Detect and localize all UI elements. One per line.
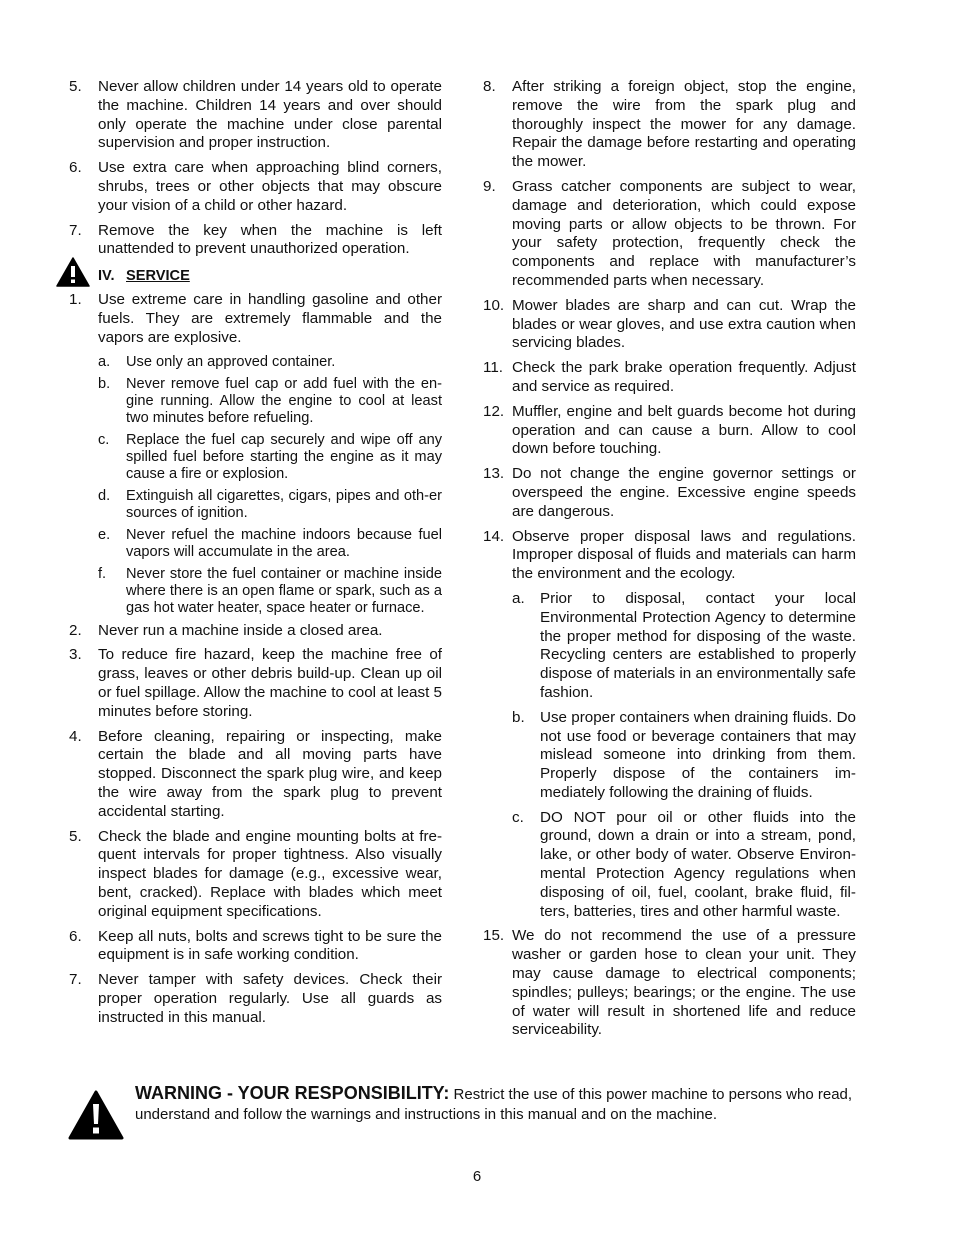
list-item	[69, 971, 442, 1027]
list-item	[69, 728, 442, 822]
item-text: We do not recommend the use of a pressure washer or garden hose to clean your unit. They may cause damage to electrical components; spindles; pulleys; bearings; or the engine. The use of water will result in shortened life and reduce serviceability.	[512, 927, 856, 1039]
left-column	[69, 78, 442, 1034]
list-item	[69, 928, 442, 966]
sub-list-item	[98, 354, 442, 371]
item-number: 13.	[483, 465, 505, 483]
sub-list-item	[98, 566, 442, 617]
sub-item-letter: c.	[512, 808, 524, 826]
item-number: 8.	[483, 78, 496, 95]
sub-list-item	[98, 376, 442, 427]
sub-item-letter: d.	[98, 487, 111, 504]
item-text: Muffler, engine and belt guards become hot during operation and can cause a burn. Allow to cool down before touching.	[512, 402, 856, 458]
item-number: 15.	[483, 927, 505, 945]
sub-item-text: Replace the fuel cap securely and wipe off any spilled fuel before starting the engine as it may cause a fire or explosion.	[126, 431, 442, 482]
sub-item-letter: a.	[98, 353, 111, 370]
list-item	[483, 359, 856, 397]
list-item	[483, 78, 856, 172]
warning-text	[135, 1084, 856, 1124]
list-item	[69, 622, 442, 641]
sub-item-text: Prior to disposal, contact your local Environmental Protection Agency to determine the proper method for disposing of the waste. Recycling centers are established to properly dispose of materials in an environmentally safe fashion.	[540, 589, 856, 701]
list-item	[483, 403, 856, 459]
caution-triangle-icon	[56, 257, 90, 287]
sub-list-item	[512, 709, 856, 803]
list-item	[69, 828, 442, 922]
item-text: Check the blade and engine mounting bolts at fre-quent intervals for proper tightness. Also visually inspect blades for damage (e.g., excessive wear, bent, cracked). Replace with blades which meet original equipment specifications.	[98, 827, 442, 920]
warning-triangle-icon	[68, 1090, 124, 1140]
item-number: 4.	[69, 727, 82, 745]
item-number: 7.	[69, 971, 82, 989]
sub-item-text: Never remove fuel cap or add fuel with the en-gine running. Allow the engine to cool at least two minutes before refueling.	[126, 375, 442, 426]
sub-item-text: Use proper containers when draining fluids. Do not use food or beverage containers that may mislead someone into drinking from them. Properly dispose of the containers im-mediately following the draining of fluids.	[540, 708, 856, 801]
item-text: To reduce fire hazard, keep the machine free of grass, leaves or other debris build-up. Clean up oil or fuel spillage. Allow the machine to cool at least 5 minutes before storing.	[98, 646, 442, 720]
list-item	[69, 159, 442, 215]
item-text: Remove the key when the machine is left unattended to prevent unauthorized operation.	[98, 221, 442, 258]
item-number: 1.	[69, 291, 82, 309]
list-item	[483, 528, 856, 584]
item-number: 10.	[483, 296, 505, 314]
sub-item-letter: a.	[512, 589, 525, 607]
sub-item-text: Never store the fuel container or machine inside where there is an open flame or spark, such as a gas hot water heater, space heater or furnace.	[126, 565, 442, 616]
list-item	[483, 297, 856, 353]
sub-list-item	[98, 488, 442, 522]
section-number: IV.	[98, 268, 115, 285]
item-text: Use extreme care in handling gasoline and other fuels. They are extremely flammable and the vapors are explosive.	[98, 291, 442, 346]
warning-heading: WARNING - YOUR RESPONSIBILITY:	[135, 1083, 450, 1103]
list-item	[69, 646, 442, 721]
item-number: 7.	[69, 221, 82, 239]
sub-item-letter: e.	[98, 526, 111, 543]
item-number: 9.	[483, 177, 496, 195]
item-text: Check the park brake operation frequently. Adjust and service as required.	[512, 359, 856, 395]
item-text: Use extra care when approaching blind corners, shrubs, trees or other objects that may obscure your vision of a child or other hazard.	[98, 159, 442, 214]
sub-item-text: Extinguish all cigarettes, cigars, pipes and oth-er sources of ignition.	[126, 487, 442, 521]
sub-item-text: DO NOT pour oil or other fluids into the ground, down a drain or into a stream, pond, lake, or other body of water. Observe Environ-mental Protection Agency regulations when disposing of oil, fuel, coolant, brake fluid, fil-ters, batteries, tires and other harmful waste.	[540, 808, 856, 920]
item-number: 2.	[69, 621, 82, 639]
item-number: 12.	[483, 402, 505, 420]
item-number: 5.	[69, 78, 82, 95]
item-number: 6.	[69, 159, 82, 177]
item-number: 6.	[69, 927, 82, 945]
sub-item-text: Use only an approved container.	[126, 353, 336, 370]
item-text: Grass catcher components are subject to wear, damage and deterioration, which could expose moving parts or allow objects to be thrown. For your safety protection, frequently check the components and replace with manufacturer’s recommended parts when necessary.	[512, 177, 856, 289]
sub-list-item	[98, 527, 442, 561]
sub-item-letter: c.	[98, 431, 110, 448]
item-text: After striking a foreign object, stop the engine, remove the wire from the spark plug and thoroughly inspect the mower for any damage. Repair the damage before restarting and operating the mower.	[512, 78, 856, 171]
section-title: SERVICE	[126, 268, 190, 285]
sub-item-letter: b.	[512, 708, 525, 726]
sub-item-letter: f.	[98, 565, 107, 582]
list-item	[483, 927, 856, 1040]
right-column	[483, 78, 856, 1046]
sub-list-item	[98, 432, 442, 483]
list-item	[69, 291, 442, 347]
sub-item-text: Never refuel the machine indoors because fuel vapors will accumulate in the area.	[126, 526, 442, 560]
item-text: Observe proper disposal laws and regulations. Improper disposal of fluids and materials can harm the environment and the ecology.	[512, 527, 856, 583]
item-text: Before cleaning, repairing or inspecting, make certain the blade and all moving parts have stopped. Disconnect the spark plug wire, and keep the wire away from the spark plug to prevent accidental starting.	[98, 727, 442, 820]
sub-list-item	[512, 590, 856, 703]
item-text: Never allow children under 14 years old to operate the machine. Children 14 years and over should only operate the machine under close parental supervision and proper instruction.	[98, 78, 442, 152]
item-number: 11.	[483, 359, 503, 377]
list-item	[483, 465, 856, 521]
item-text: Mower blades are sharp and can cut. Wrap the blades or wear gloves, and use extra caution when servicing blades.	[512, 296, 856, 352]
sub-item-letter: b.	[98, 375, 111, 392]
list-item	[69, 78, 442, 153]
item-number: 3.	[69, 646, 82, 664]
list-item	[69, 222, 442, 260]
section-heading-service	[69, 265, 442, 287]
item-number: 5.	[69, 827, 82, 845]
list-item	[483, 178, 856, 291]
item-text: Do not change the engine governor settings or overspeed the engine. Excessive engine speeds are dangerous.	[512, 465, 856, 520]
item-text: Never run a machine inside a closed area.	[98, 621, 383, 639]
item-text: Never tamper with safety devices. Check their proper operation regularly. Use all guards as instructed in this manual.	[98, 971, 442, 1026]
sub-list-item	[512, 809, 856, 922]
warning-body: Restrict the use of this power machine to persons who read, understand and follow the warnings and instructions in this manual and on the machine.	[135, 1086, 853, 1123]
item-number: 14.	[483, 527, 505, 545]
item-text: Keep all nuts, bolts and screws tight to be sure the equipment is in safe working condition.	[98, 927, 442, 964]
page-number: 6	[472, 1168, 482, 1185]
